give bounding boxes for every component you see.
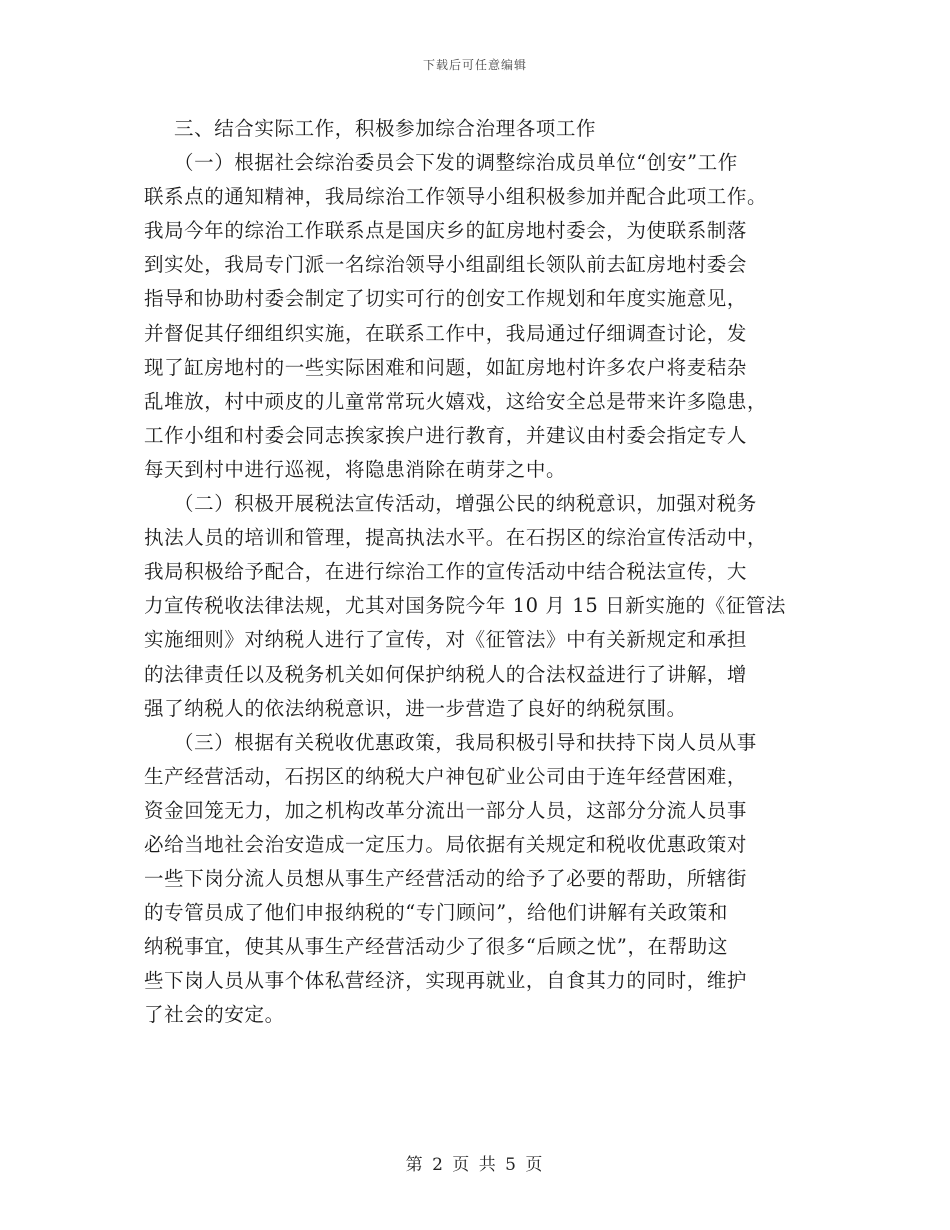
text-line: 工作小组和村委会同志挨家挨户进行教育，并建议由村委会指定专人	[144, 423, 748, 447]
text-line: 的法律责任以及税务机关如何保护纳税人的合法权益进行了讲解，增	[144, 662, 748, 686]
page-header: 下载后可任意编辑	[422, 58, 527, 72]
text-line: 的专管员成了他们申报纳税的“专门顾问”，给他们讲解有关政策和	[144, 901, 728, 925]
text-line: 生产经营活动，石拐区的纳税大户神包矿业公司由于连年经营困难，	[144, 764, 748, 788]
text-line: 强了纳税人的依法纳税意识，进一步营造了良好的纳税氛围。	[144, 696, 687, 720]
text-line: 我局今年的综治工作联系点是国庆乡的缸房地村委会，为使联系制落	[144, 219, 748, 243]
text-line: （二）积极开展税法宣传活动，增强公民的纳税意识，加强对税务	[174, 492, 757, 516]
text-line: 联系点的通知精神，我局综治工作领导小组积极参加并配合此项工作。	[144, 185, 768, 209]
text-line: 一些下岗分流人员想从事生产经营活动的给予了必要的帮助，所辖街	[144, 867, 748, 891]
text-line: 实施细则》对纳税人进行了宣传，对《征管法》中有关新规定和承担	[144, 628, 748, 652]
text-line: 资金回笼无力，加之机构改革分流出一部分人员，这部分分流人员事	[144, 798, 748, 822]
text-line: 我局积极给予配合，在进行综治工作的宣传活动中结合税法宣传，大	[144, 560, 748, 584]
text-line: （一）根据社会综治委员会下发的调整综治成员单位“创安”工作	[174, 151, 738, 175]
text-line: 了社会的安定。	[144, 1003, 285, 1027]
text-line: 必给当地社会治安造成一定压力。局依据有关规定和税收优惠政策对	[144, 832, 748, 856]
text-line: 三、结合实际工作，积极参加综合治理各项工作	[174, 117, 597, 140]
text-line: 执法人员的培训和管理，提高执法水平。在石拐区的综治宣传活动中，	[144, 526, 768, 550]
text-line: 纳税事宜，使其从事生产经营活动少了很多“后顾之忧”，在帮助这	[144, 935, 728, 959]
text-line: 乱堆放，村中顽皮的儿童常常玩火嬉戏，这给安全总是带来许多隐患，	[144, 389, 768, 413]
text-line: 到实处，我局专门派一名综治领导小组副组长领队前去缸房地村委会	[144, 253, 748, 277]
text-line: （三）根据有关税收优惠政策，我局积极引导和扶持下岗人员从事	[174, 730, 757, 754]
document-body	[144, 112, 812, 1033]
text-line: 些下岗人员从事个体私营经济，实现再就业，自食其力的同时，维护	[144, 969, 748, 993]
text-line: 每天到村中进行巡视，将隐患消除在萌芽之中。	[144, 457, 567, 481]
text-line: 指导和协助村委会制定了切实可行的创安工作规划和年度实施意见，	[144, 287, 748, 311]
text-line: 并督促其仔细组织实施，在联系工作中，我局通过仔细调查讨论，发	[144, 321, 748, 345]
page-number: 第 2 页 共 5 页	[405, 1155, 545, 1175]
text-line: 力宣传税收法律法规，尤其对国务院今年 10 月 15 日新实施的《征管法	[144, 594, 787, 618]
text-line: 现了缸房地村的一些实际困难和问题，如缸房地村许多农户将麦秸杂	[144, 355, 748, 379]
